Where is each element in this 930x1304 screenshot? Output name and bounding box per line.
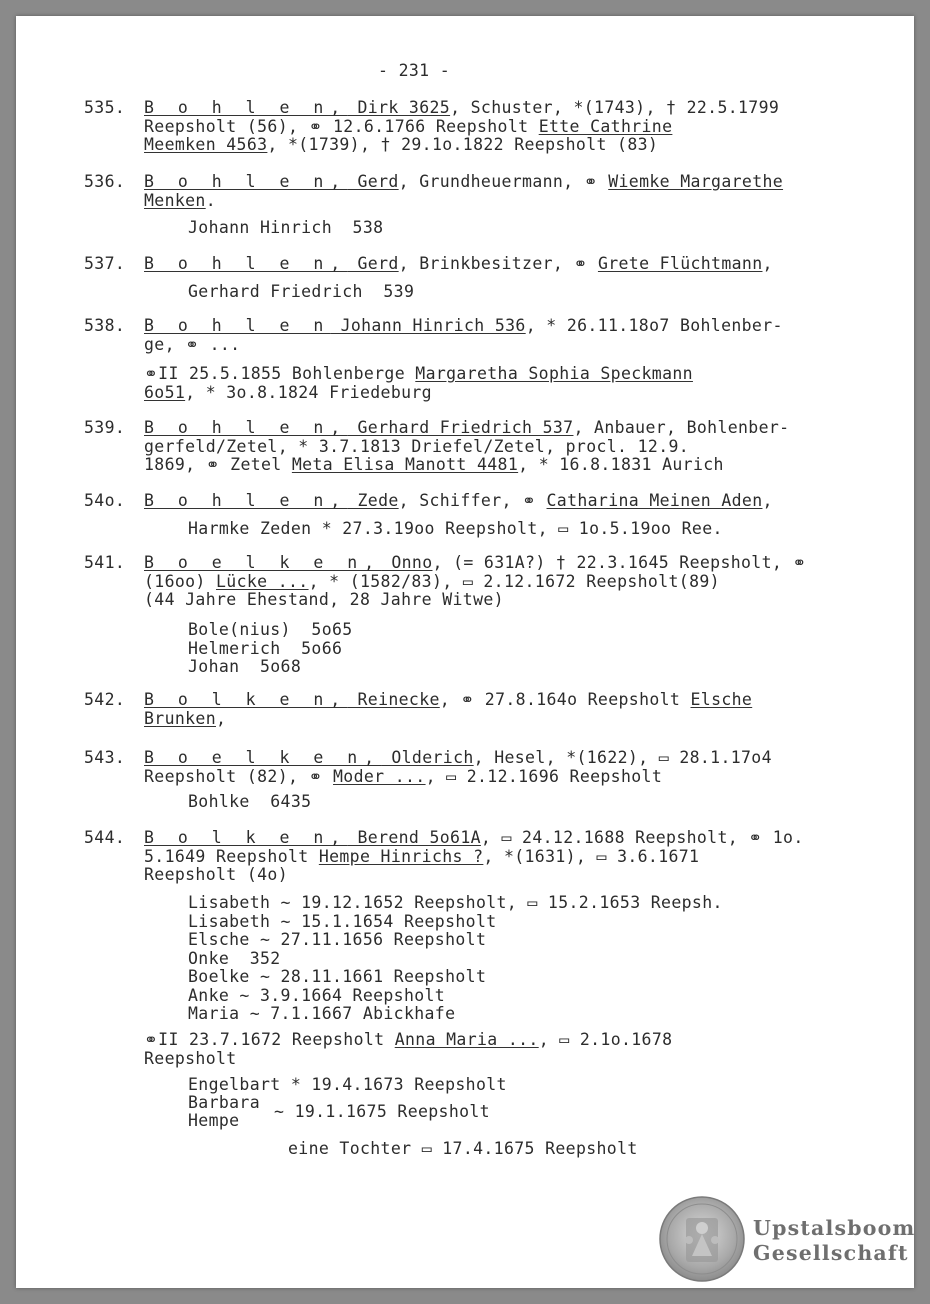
- surname: B o h l e n,: [144, 254, 348, 273]
- surname: B o e l k e n,: [144, 553, 382, 572]
- second-child-line: ~ 19.1.1675 Reepsholt: [274, 1102, 490, 1121]
- child-line: Bohlke 6435: [188, 792, 312, 811]
- line-text: (16oo): [144, 571, 216, 591]
- spouse-name: Meta Elisa Manott 4481: [291, 455, 519, 474]
- line-text: , Grundheuermann, ⚭: [398, 172, 609, 191]
- entry-line: [144, 192, 216, 211]
- spouse-name: Catharina Meinen Aden: [546, 491, 763, 510]
- line-text: , ▭ 24.12.1688 Reepsholt, ⚭ 1o.: [480, 828, 804, 847]
- line-text: , * 26.11.18o7 Bohlenber-: [525, 316, 783, 335]
- spouse-name: Ette Cathrine: [538, 116, 673, 136]
- line-text: , Brinkbesitzer, ⚭: [398, 254, 598, 273]
- entry-line: [144, 99, 779, 118]
- line-text: , *(1631), ▭ 3.6.1671: [483, 846, 700, 866]
- line-text: ⚭II 23.7.1672 Reepsholt: [144, 1030, 395, 1049]
- second-marriage-line: [144, 1031, 672, 1050]
- child-line: Johann Hinrich 538: [188, 218, 384, 237]
- given-name: Onno: [381, 553, 433, 572]
- entry-line: [144, 691, 752, 710]
- society-seal-icon: [659, 1196, 745, 1282]
- second-child-line: Engelbart * 19.4.1673 Reepsholt: [188, 1075, 507, 1094]
- surname: B o h l e n,: [144, 98, 348, 117]
- entry-line: [144, 749, 772, 768]
- line-text: , * (1582/83), ▭ 2.12.1672 Reepsholt(89): [308, 571, 720, 591]
- line-text: , Hesel, *(1622), ▭ 28.1.17o4: [473, 748, 772, 767]
- spouse-name: Lücke ...: [216, 571, 309, 591]
- line-text: , Anbauer, Bohlenber-: [573, 418, 790, 437]
- spouse-name: Moder ...: [333, 766, 426, 786]
- second-marriage-line: [144, 365, 693, 384]
- line-text: Reepsholt (82), ⚭: [144, 766, 334, 786]
- child-line: Lisabeth ~ 19.12.1652 Reepsholt, ▭ 15.2.1653 Reepsh.: [188, 893, 723, 912]
- entry-line: [144, 768, 662, 787]
- document-page: [16, 16, 914, 1288]
- spouse-name: Meemken 4563: [144, 135, 268, 154]
- line-text: ⚭II 25.5.1855 Bohlenberge: [144, 364, 416, 383]
- line-text: , ▭ 2.1o.1678: [538, 1030, 673, 1049]
- spouse-name: Brunken: [144, 708, 216, 728]
- line-text: , * 3o.8.1824 Friedeburg: [185, 382, 432, 402]
- entry-line: [144, 336, 240, 355]
- spouse-name: Grete Flüchtmann: [597, 254, 763, 273]
- line-text: 5.1649 Reepsholt: [144, 846, 319, 866]
- spouse-name: 6o51: [144, 382, 186, 402]
- line-text: .: [205, 190, 216, 210]
- child-line: Johan 5o68: [188, 657, 302, 676]
- entry-number: 541.: [84, 553, 126, 572]
- line-text: ,: [762, 254, 773, 273]
- line-text: , *(1739), † 29.1o.1822 Reepsholt (83): [267, 135, 659, 154]
- surname: B o h l e n,: [144, 172, 348, 191]
- entry-line: [144, 573, 720, 592]
- line-text: (44 Jahre Ehestand, 28 Jahre Witwe): [144, 590, 504, 609]
- surname: B o h l e n,: [144, 491, 348, 510]
- line-text: , Schuster, *(1743), † 22.5.1799: [450, 98, 780, 117]
- logo-line-2: Gesellschaft: [753, 1241, 909, 1265]
- line-text: , ▭ 2.12.1696 Reepsholt: [425, 766, 663, 786]
- entry-line: [144, 173, 783, 192]
- child-line: Maria ~ 7.1.1667 Abickhafe: [188, 1004, 456, 1023]
- spouse-name: Menken: [144, 190, 206, 210]
- entry-line: [144, 710, 226, 729]
- entry-line: [144, 591, 504, 610]
- line-text: ge, ⚭ ...: [144, 334, 241, 354]
- given-name: Reinecke: [347, 690, 440, 709]
- child-line: Lisabeth ~ 15.1.1654 Reepsholt: [188, 911, 497, 931]
- surname: B o h l e n,: [144, 418, 348, 437]
- surname: B o l k e n,: [144, 828, 348, 847]
- line-text: gerfeld/Zetel, * 3.7.1813 Driefel/Zetel, procl. 12.9.: [144, 436, 690, 456]
- child-line: Boelke ~ 28.11.1661 Reepsholt: [188, 967, 487, 986]
- given-name: Johann Hinrich 536: [330, 316, 526, 335]
- surname: B o l k e n,: [144, 690, 348, 709]
- child-line: Bole(nius) 5o65: [188, 620, 353, 639]
- given-name: Gerd: [347, 254, 399, 273]
- entry-line: [144, 829, 804, 848]
- entry-number: 536.: [84, 172, 126, 191]
- line-text: , ⚭ 27.8.164o Reepsholt: [439, 690, 691, 709]
- entry-line: [144, 419, 789, 438]
- line-text: Reepsholt (4o): [144, 865, 288, 884]
- second-child-line: eine Tochter ▭ 17.4.1675 Reepsholt: [288, 1139, 638, 1158]
- child-line: Onke 352: [188, 948, 281, 968]
- child-line: Harmke Zeden * 27.3.19oo Reepsholt, ▭ 1o.5.19oo Ree.: [188, 519, 723, 538]
- spouse-name: Wiemke Margarethe: [608, 172, 784, 191]
- line-text: , (= 631A?) † 22.3.1645 Reepsholt, ⚭: [432, 553, 807, 572]
- given-name: Gerhard Friedrich 537: [347, 418, 574, 437]
- spouse-name: Anna Maria ...: [394, 1030, 539, 1049]
- spouse-name: Margaretha Sophia Speckmann: [415, 364, 693, 383]
- line-text: ,: [762, 491, 773, 510]
- entry-number: 54o.: [84, 491, 126, 510]
- entry-number: 535.: [84, 98, 126, 117]
- surname: B o e l k e n,: [144, 748, 382, 767]
- second-child-line: Hempe: [188, 1111, 240, 1130]
- logo-line-1: Upstalsboom: [753, 1216, 916, 1240]
- second-marriage-line: [144, 384, 432, 403]
- entry-line: [144, 848, 699, 867]
- entry-line: [144, 866, 288, 885]
- entry-line: [144, 255, 773, 274]
- entry-number: 542.: [84, 690, 126, 709]
- line-text: 1869, ⚭ Zetel: [144, 455, 292, 474]
- entry-line: [144, 136, 658, 155]
- spouse-name: Hempe Hinrichs ?: [318, 846, 484, 866]
- surname: B o h l e n: [144, 316, 331, 335]
- given-name: Berend 5o61A: [347, 828, 481, 847]
- line-text: Reepsholt: [144, 1048, 237, 1068]
- page-number: - 231 -: [378, 61, 450, 80]
- entry-line: [144, 317, 783, 336]
- child-line: Helmerich 5o66: [188, 638, 343, 658]
- entry-number: 544.: [84, 828, 126, 847]
- entry-number: 539.: [84, 418, 126, 437]
- given-name: Gerd: [347, 172, 399, 191]
- society-logo-text: [753, 1216, 915, 1266]
- line-text: , Schiffer, ⚭: [398, 491, 547, 510]
- child-line: Elsche ~ 27.11.1656 Reepsholt: [188, 930, 487, 949]
- line-text: , * 16.8.1831 Aurich: [518, 455, 724, 474]
- entry-line: [144, 438, 689, 457]
- line-text: ,: [216, 708, 227, 728]
- entry-line: [144, 118, 672, 137]
- given-name: Olderich: [381, 748, 474, 767]
- second-child-line: Barbara: [188, 1093, 260, 1112]
- entry-number: 537.: [84, 254, 126, 273]
- entry-line: [144, 492, 773, 511]
- second-marriage-line: [144, 1050, 237, 1069]
- given-name: Dirk 3625: [347, 98, 451, 117]
- entry-line: [144, 554, 807, 573]
- entry-number: 543.: [84, 748, 126, 767]
- line-text: Reepsholt (56), ⚭ 12.6.1766 Reepsholt: [144, 116, 539, 136]
- child-line: Gerhard Friedrich 539: [188, 282, 415, 301]
- entry-number: 538.: [84, 316, 126, 335]
- spouse-name: Elsche: [690, 690, 753, 709]
- child-line: Anke ~ 3.9.1664 Reepsholt: [188, 985, 446, 1005]
- entry-line: [144, 456, 724, 475]
- given-name: Zede: [347, 491, 399, 510]
